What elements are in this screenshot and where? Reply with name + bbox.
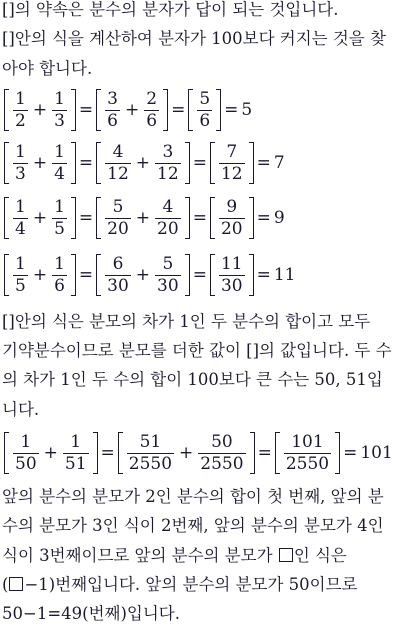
- fraction: $\frac{5}{30}$: [157, 253, 179, 296]
- fraction: $\frac{1}{4}$: [15, 196, 26, 239]
- equation-1: $\frac{1}{2}$ + $\frac{1}{3}$ = $\frac{3}{6}$ + $\frac{2}{6}$ = $\frac{5}{6}$ = 5: [4, 85, 252, 135]
- conclusion-line-2: 수의 분모가 3인 식이 2번째, 앞의 분수의 분모가 4인: [2, 516, 384, 535]
- fraction: $\frac{1}{6}$: [54, 253, 65, 296]
- middle-line-2: 기약분수이므로 분모를 더한 값이 []의 값입니다. 두 수: [2, 341, 392, 360]
- conclusion-line-1: 앞의 분수의 분모가 2인 분수의 합이 첫 번째, 앞의 분: [2, 487, 384, 506]
- fraction: $\frac{4}{12}$: [107, 141, 129, 184]
- bracket-group: $\frac{1}{4}$ + $\frac{1}{5}$: [4, 197, 76, 239]
- result: 7: [273, 153, 285, 173]
- result: 9: [273, 208, 285, 228]
- blank-box-icon: [9, 577, 23, 591]
- fraction: $\frac{11}{30}$: [220, 253, 243, 296]
- intro-line-3: 아야 합니다.: [2, 59, 93, 78]
- bracket-group: $\frac{5}{20}$ + $\frac{4}{20}$: [96, 197, 190, 239]
- bracket-group: $\frac{51}{2550}$ + $\frac{50}{2550}$: [118, 432, 255, 474]
- middle-line-4: 니다.: [2, 400, 40, 419]
- intro-line-1: []의 약속은 분수의 분자가 답이 되는 것입니다.: [2, 0, 339, 19]
- intro-line-2: []안의 식을 계산하여 분자가 100보다 커지는 것을 찾: [2, 29, 386, 48]
- result: 11: [273, 265, 296, 285]
- fraction: $\frac{6}{30}$: [107, 253, 129, 296]
- equation-2: $\frac{1}{3}$ + $\frac{1}{4}$ = $\frac{4}{12}$ + $\frac{3}{12}$ = $\frac{7}{12}$ = 7: [4, 138, 285, 188]
- result: 101: [360, 443, 393, 463]
- fraction: $\frac{101}{2550}$: [285, 431, 330, 474]
- fraction: $\frac{5}{20}$: [107, 196, 129, 239]
- conclusion-line-4: ( −1)번째입니다. 앞의 분수의 분모가 50이므로: [2, 575, 358, 594]
- fraction: $\frac{51}{2550}$: [128, 431, 173, 474]
- fraction: $\frac{1}{51}$: [64, 431, 87, 474]
- equation-3: $\frac{1}{4}$ + $\frac{1}{5}$ = $\frac{5}{20}$ + $\frac{4}{20}$ = $\frac{9}{20}$ = 9: [4, 193, 285, 243]
- fraction: $\frac{1}{5}$: [15, 253, 26, 296]
- fraction: $\frac{2}{6}$: [146, 88, 158, 131]
- bracket-group: [188, 89, 221, 131]
- equation-4: $\frac{1}{5}$ + $\frac{1}{6}$ = $\frac{6}{30}$ + $\frac{5}{30}$ = $\frac{11}{30}$ = 11: [4, 250, 295, 300]
- fraction: $\frac{3}{12}$: [157, 141, 179, 184]
- bracket-group: [210, 142, 254, 184]
- conclusion-line-5: 50−1=49(번째)입니다.: [2, 604, 180, 623]
- final-equation: $\frac{1}{50}$ + $\frac{1}{51}$ = $\frac{51}{2550}$ + $\frac{50}{2550}$ = $\frac{101}{2550}$ = 101: [4, 428, 393, 478]
- middle-line-3: 의 차가 1인 두 수의 합이 100보다 큰 수는 50, 51입: [2, 370, 383, 389]
- middle-line-1: []안의 식은 분모의 차가 1인 두 분수의 합이고 모두: [2, 312, 371, 331]
- fraction: $\frac{1}{50}$: [15, 431, 37, 474]
- fraction: $\frac{3}{6}$: [107, 88, 118, 131]
- bracket-group: $\frac{1}{50}$ + $\frac{1}{51}$: [4, 432, 98, 474]
- bracket-group: $\frac{4}{12}$ + $\frac{3}{12}$: [96, 142, 190, 184]
- fraction: $\frac{50}{2550}$: [200, 431, 244, 474]
- bracket-group: [275, 432, 340, 474]
- fraction: $\frac{4}{20}$: [157, 196, 179, 239]
- bracket-group: $\frac{6}{30}$ + $\frac{5}{30}$: [96, 254, 190, 296]
- result: 5: [241, 100, 253, 120]
- fraction: $\frac{5}{6}$: [199, 88, 211, 131]
- bracket-group: $\frac{1}{3}$ + $\frac{1}{4}$: [4, 142, 76, 184]
- bracket-group: $\frac{3}{6}$ + $\frac{2}{6}$: [96, 89, 168, 131]
- bracket-group: [210, 197, 254, 239]
- fraction: $\frac{9}{20}$: [220, 196, 243, 239]
- blank-box-icon: [279, 548, 293, 562]
- fraction: $\frac{7}{12}$: [220, 141, 243, 184]
- fraction: $\frac{1}{3}$: [15, 141, 26, 184]
- fraction: $\frac{1}{2}$: [15, 88, 26, 131]
- bracket-group: $\frac{1}{2}$ + $\frac{1}{3}$: [4, 89, 76, 131]
- fraction: $\frac{1}{3}$: [54, 88, 65, 131]
- bracket-group: [210, 254, 254, 296]
- conclusion-line-3: 식이 3번째이므로 앞의 분수의 분모가 인 식은: [2, 546, 347, 565]
- fraction: $\frac{1}{5}$: [54, 196, 65, 239]
- fraction: $\frac{1}{4}$: [54, 141, 65, 184]
- bracket-group: $\frac{1}{5}$ + $\frac{1}{6}$: [4, 254, 76, 296]
